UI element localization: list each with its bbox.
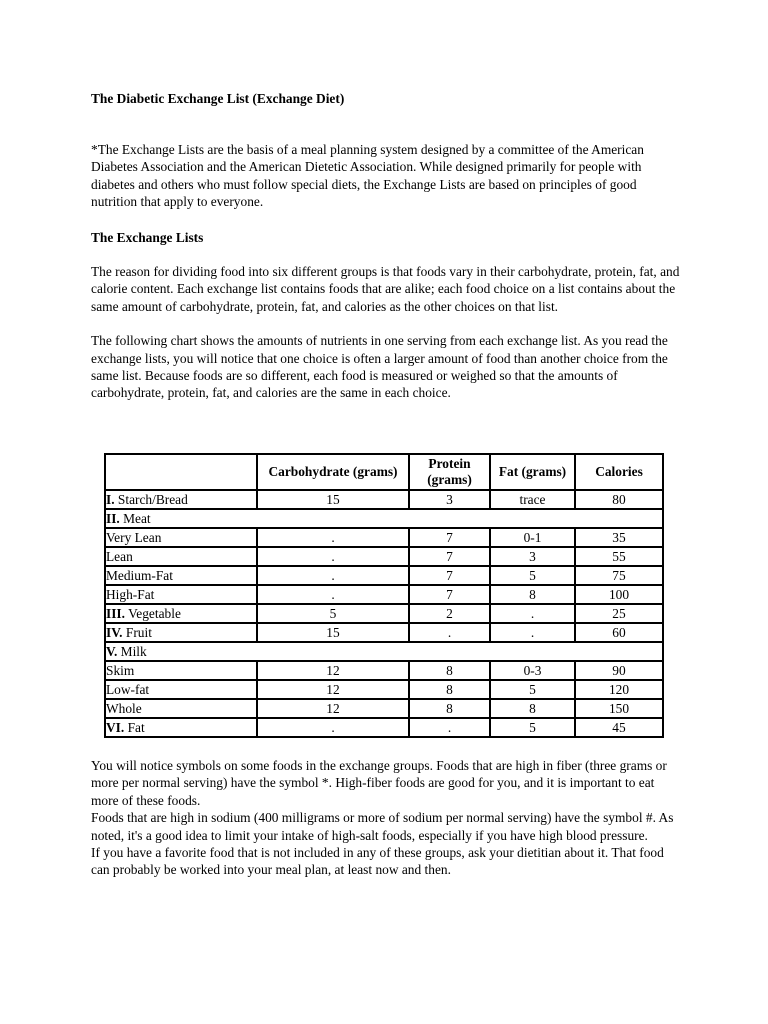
cell-calories: 75 bbox=[575, 566, 663, 585]
groups-paragraph: The reason for dividing food into six different groups is that foods vary in their carbohydrate, protein, fat, and calorie content. Each exchange list contains foods that are alike; each food choice on a list contains about the same amount of carbohydrate, protein, fat, and calories as the other choices on that list. bbox=[91, 264, 680, 314]
row-name: High-Fat bbox=[106, 586, 155, 602]
table-body bbox=[105, 490, 663, 737]
favorite-note: If you have a favorite food that is not included in any of these groups, ask your dietitian about it. That food can probably be worked into your meal plan, at least now and then. bbox=[91, 845, 664, 878]
fiber-note: You will notice symbols on some foods in the exchange groups. Foods that are high in fiber (three grams or more per normal serving) have the symbol *. High-fiber foods are good for you, and it is important to eat more of these foods. bbox=[91, 758, 667, 808]
header-fat: Fat (grams) bbox=[490, 454, 575, 490]
row-name: Skim bbox=[106, 662, 135, 678]
table-row bbox=[105, 604, 663, 623]
cell-protein: 7 bbox=[409, 585, 490, 604]
row-label bbox=[105, 528, 257, 547]
cell-calories: 90 bbox=[575, 661, 663, 680]
cell-fat: 0-3 bbox=[490, 661, 575, 680]
row-numeral: VI. bbox=[106, 719, 125, 735]
cell-carb: . bbox=[257, 566, 409, 585]
row-name: Fruit bbox=[125, 624, 152, 640]
row-numeral: IV. bbox=[106, 624, 123, 640]
cell-protein: . bbox=[409, 623, 490, 642]
row-label bbox=[105, 718, 257, 737]
table-row bbox=[105, 547, 663, 566]
row-name: Vegetable bbox=[128, 605, 181, 621]
table-row bbox=[105, 680, 663, 699]
document-title: The Diabetic Exchange List (Exchange Diet) bbox=[91, 91, 345, 106]
section-heading: The Exchange Lists bbox=[91, 229, 204, 245]
cell-carb: . bbox=[257, 528, 409, 547]
row-label bbox=[105, 585, 257, 604]
cell-fat: 5 bbox=[490, 680, 575, 699]
cell-protein: 3 bbox=[409, 490, 490, 509]
intro-paragraph: *The Exchange Lists are the basis of a meal planning system designed by a committee of the American Diabetes Association and the American Dietetic Association. While designed primarily for people with diabetes and others who must follow special diets, the Exchange Lists are based on principles of good nutrition that apply to everyone. bbox=[91, 142, 644, 210]
cell-fat: . bbox=[490, 623, 575, 642]
cell-protein: 8 bbox=[409, 661, 490, 680]
cell-carb: 12 bbox=[257, 699, 409, 718]
cell-carb: 12 bbox=[257, 661, 409, 680]
table-row bbox=[105, 699, 663, 718]
cell-calories: 120 bbox=[575, 680, 663, 699]
table-row bbox=[105, 661, 663, 680]
cell-calories: 80 bbox=[575, 490, 663, 509]
row-label bbox=[105, 509, 257, 528]
cell-calories: 100 bbox=[575, 585, 663, 604]
row-name: Milk bbox=[120, 643, 147, 659]
chart-paragraph: The following chart shows the amounts of nutrients in one serving from each exchange list. As you read the exchange lists, you will notice that one choice is often a larger amount of food than another choice from the same list. Because foods are so different, each food is measured or weighed so that the amounts of carbohydrate, protein, fat, and calories are the same in each choice. bbox=[91, 333, 668, 401]
row-label bbox=[105, 547, 257, 566]
row-name: Medium-Fat bbox=[106, 567, 173, 583]
row-label bbox=[105, 490, 257, 509]
table-row bbox=[105, 623, 663, 642]
table-row bbox=[105, 566, 663, 585]
cell-calories: 55 bbox=[575, 547, 663, 566]
row-name: Very Lean bbox=[106, 529, 162, 545]
cell-calories: 45 bbox=[575, 718, 663, 737]
cell-protein: 7 bbox=[409, 528, 490, 547]
cell-carb: 15 bbox=[257, 623, 409, 642]
cell-fat: 0-1 bbox=[490, 528, 575, 547]
table-row bbox=[105, 585, 663, 604]
table-row bbox=[105, 490, 663, 509]
cell-carb: 15 bbox=[257, 490, 409, 509]
row-label bbox=[105, 661, 257, 680]
cell-protein: 7 bbox=[409, 547, 490, 566]
document-page bbox=[91, 90, 681, 878]
cell-fat: 3 bbox=[490, 547, 575, 566]
row-numeral: III. bbox=[106, 605, 125, 621]
cell-carb: 12 bbox=[257, 680, 409, 699]
cell-carb: . bbox=[257, 585, 409, 604]
table-row bbox=[105, 528, 663, 547]
cell-fat: . bbox=[490, 604, 575, 623]
cell-protein: . bbox=[409, 718, 490, 737]
sodium-note: Foods that are high in sodium (400 milligrams or more of sodium per normal serving) have the symbol #. As noted, it's a good idea to limit your intake of high-salt foods, especially if you have high blood pressure. bbox=[91, 810, 674, 843]
cell-fat: 8 bbox=[490, 699, 575, 718]
cell-protein: 8 bbox=[409, 680, 490, 699]
cell-carb: . bbox=[257, 547, 409, 566]
section-spacer bbox=[257, 509, 663, 528]
table-row bbox=[105, 509, 663, 528]
cell-calories: 25 bbox=[575, 604, 663, 623]
row-numeral: V. bbox=[106, 643, 118, 659]
footer-notes bbox=[91, 757, 681, 879]
cell-calories: 60 bbox=[575, 623, 663, 642]
cell-protein: 7 bbox=[409, 566, 490, 585]
row-label bbox=[105, 699, 257, 718]
cell-protein: 8 bbox=[409, 699, 490, 718]
table-row bbox=[105, 642, 663, 661]
cell-fat: trace bbox=[490, 490, 575, 509]
header-protein: Protein (grams) bbox=[409, 454, 490, 490]
table-header-row bbox=[105, 454, 663, 490]
row-name: Starch/Bread bbox=[117, 491, 188, 507]
row-label bbox=[105, 642, 257, 661]
row-label bbox=[105, 604, 257, 623]
exchange-table bbox=[104, 453, 664, 738]
table-row bbox=[105, 718, 663, 737]
header-carbohydrate: Carbohydrate (grams) bbox=[257, 454, 409, 490]
cell-fat: 5 bbox=[490, 718, 575, 737]
cell-protein: 2 bbox=[409, 604, 490, 623]
header-calories: Calories bbox=[575, 454, 663, 490]
cell-calories: 35 bbox=[575, 528, 663, 547]
cell-fat: 5 bbox=[490, 566, 575, 585]
row-label bbox=[105, 680, 257, 699]
row-label bbox=[105, 623, 257, 642]
row-name: Low-fat bbox=[106, 681, 150, 697]
cell-calories: 150 bbox=[575, 699, 663, 718]
cell-carb: . bbox=[257, 718, 409, 737]
cell-carb: 5 bbox=[257, 604, 409, 623]
row-name: Whole bbox=[106, 700, 142, 716]
cell-fat: 8 bbox=[490, 585, 575, 604]
row-label bbox=[105, 566, 257, 585]
row-numeral: I. bbox=[106, 491, 115, 507]
section-spacer bbox=[257, 642, 663, 661]
row-numeral: II. bbox=[106, 510, 120, 526]
header-empty bbox=[105, 454, 257, 490]
row-name: Fat bbox=[127, 719, 145, 735]
row-name: Meat bbox=[123, 510, 151, 526]
row-name: Lean bbox=[106, 548, 133, 564]
